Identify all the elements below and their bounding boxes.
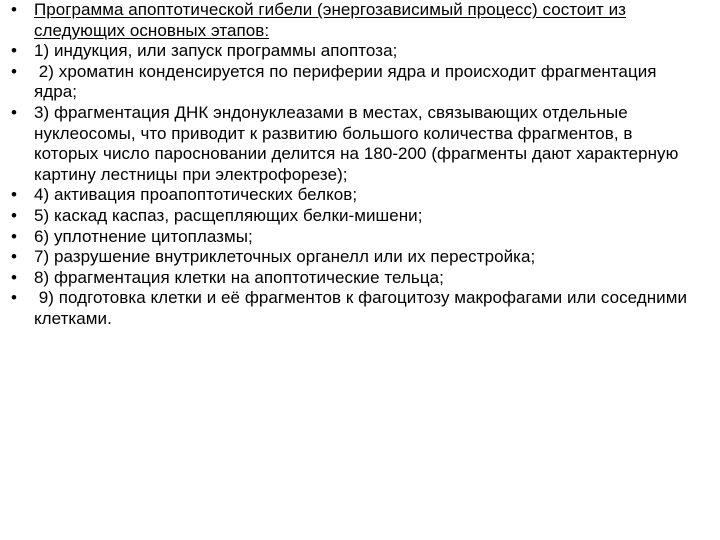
bullet-icon: • [11,247,18,267]
bullet-icon: • [11,205,18,225]
list-item-step-6 [11,227,701,248]
bullet-icon: • [11,0,18,19]
list-item-step-4 [11,185,701,206]
step-9-text: 9) подготовка клетки и её фрагментов к фагоцитозу макрофагами или соседними клетками. [34,288,692,328]
step-3-text: 3) фрагментация ДНК эндонуклеазами в местах, связывающих отдельные нуклеосомы, что приводит к развитию большого количества фрагментов, в которых число паросновании делится на 180-200 (фрагменты дают характерную картину лестницы при электрофорезе); [34,102,679,184]
step-1-text: 1) индукция, или запуск программы апоптоза; [34,41,398,61]
bullet-icon: • [11,102,18,122]
list-item-step-7 [11,247,701,268]
bullet-icon: • [11,185,18,205]
list-item-step-2 [11,62,701,103]
list-item-step-5 [11,206,701,227]
step-8-text: 8) фрагментация клетки на апоптотические тельца; [34,267,444,287]
list-item-step-8 [11,268,701,289]
bullet-icon: • [11,267,18,287]
step-6-text: 6) уплотнение цитоплазмы; [34,226,253,246]
bullet-list [11,0,701,330]
list-item-step-1 [11,41,701,62]
list-item-intro [11,0,701,41]
list-item-step-3 [11,103,701,185]
intro-text: Программа апоптотической гибели (энергозависимый процесс) состоит из следующих основных этапов: [34,0,626,40]
step-5-text: 5) каскад каспаз, расщепляющих белки-мишени; [34,205,423,225]
bullet-icon: • [11,61,18,81]
step-7-text: 7) разрушение внутриклеточных органелл или их перестройка; [34,247,536,267]
bullet-icon: • [11,288,18,308]
step-2-text: 2) хроматин конденсируется по периферии ядра и происходит фрагментация ядра; [34,61,662,102]
bullet-icon: • [11,41,18,61]
list-item-step-9 [11,288,701,329]
step-4-text: 4) активация проапоптотических белков; [34,185,358,205]
bullet-icon: • [11,226,18,246]
